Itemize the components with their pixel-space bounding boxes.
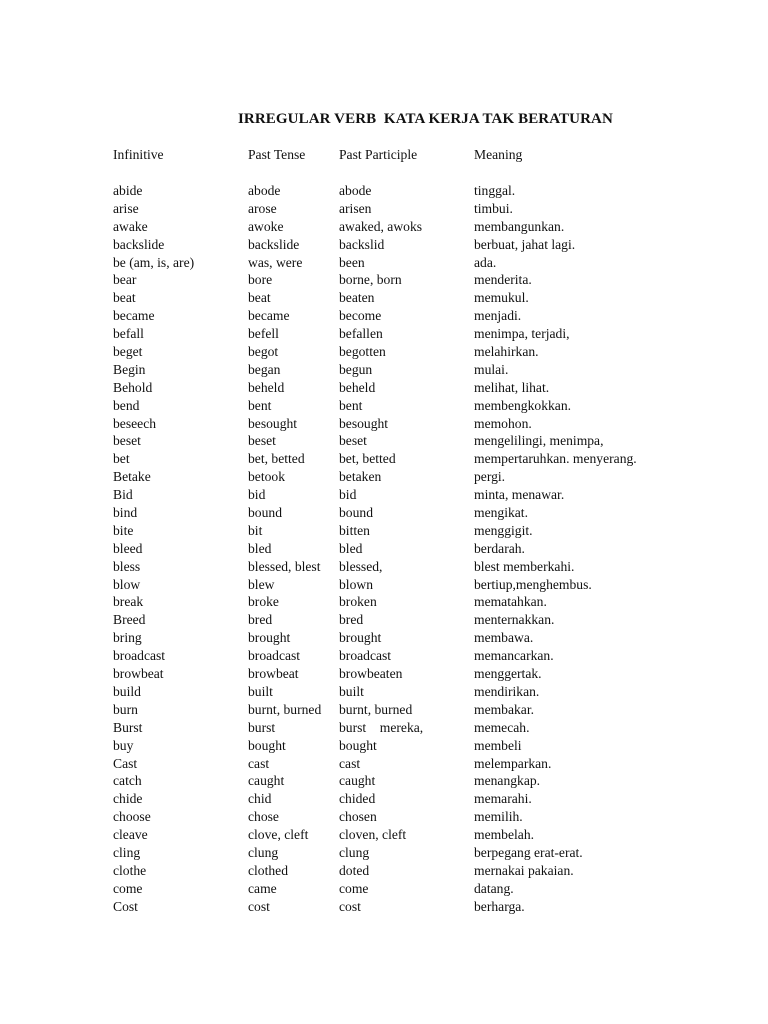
cell-past-participle: bet, betted bbox=[339, 451, 396, 467]
cell-meaning: berharga. bbox=[474, 898, 525, 914]
table-row bbox=[113, 593, 713, 611]
header-past-tense: Past Tense bbox=[248, 147, 306, 162]
cell-past-participle: doted bbox=[339, 862, 370, 878]
table-row bbox=[113, 379, 713, 397]
cell-past-tense: beheld bbox=[248, 379, 285, 395]
cell-past-participle: chosen bbox=[339, 809, 377, 825]
cell-past-tense: bound bbox=[248, 505, 282, 521]
table-row bbox=[113, 844, 713, 862]
cell-infinitive: beseech bbox=[113, 415, 157, 431]
table-row bbox=[113, 468, 713, 486]
cell-past-tense: burst bbox=[248, 719, 276, 735]
cell-infinitive: bless bbox=[113, 558, 141, 574]
cell-infinitive: bleed bbox=[113, 540, 143, 556]
cell-infinitive: break bbox=[113, 594, 144, 610]
cell-infinitive: burn bbox=[113, 701, 138, 717]
cell-past-tense: cost bbox=[248, 898, 270, 914]
cell-meaning: mematahkan. bbox=[474, 594, 547, 610]
cell-infinitive: choose bbox=[113, 809, 151, 825]
cell-past-participle: blown bbox=[339, 576, 373, 592]
cell-past-tense: backslide bbox=[248, 236, 300, 252]
cell-past-participle: chided bbox=[339, 791, 376, 807]
cell-past-participle: bred bbox=[339, 612, 364, 628]
cell-infinitive: beset bbox=[113, 433, 141, 449]
cell-past-tense: bit bbox=[248, 522, 263, 538]
cell-past-tense: befell bbox=[248, 326, 279, 342]
cell-meaning: menderita. bbox=[474, 272, 532, 288]
cell-past-participle: cost bbox=[339, 898, 361, 914]
cell-past-tense: bred bbox=[248, 612, 273, 628]
cell-infinitive: bring bbox=[113, 630, 142, 646]
cell-past-tense: arose bbox=[248, 200, 277, 216]
table-row bbox=[113, 522, 713, 540]
cell-past-participle: blessed, bbox=[339, 558, 383, 574]
cell-infinitive: come bbox=[113, 880, 143, 896]
cell-meaning: melihat, lihat. bbox=[474, 379, 550, 395]
cell-infinitive: be (am, is, are) bbox=[113, 254, 195, 270]
cell-past-tense: built bbox=[248, 683, 273, 699]
cell-meaning: menggertak. bbox=[474, 666, 542, 682]
cell-past-tense: chid bbox=[248, 791, 272, 807]
cell-past-tense: broke bbox=[248, 594, 279, 610]
cell-past-participle: bought bbox=[339, 737, 377, 753]
cell-infinitive: broadcast bbox=[113, 648, 166, 664]
cell-infinitive: cling bbox=[113, 844, 141, 860]
table-row bbox=[113, 397, 713, 415]
cell-meaning: membawa. bbox=[474, 630, 534, 646]
cell-past-tense: was, were bbox=[248, 254, 303, 270]
table-row bbox=[113, 254, 713, 272]
cell-infinitive: befall bbox=[113, 326, 144, 342]
cell-meaning: melemparkan. bbox=[474, 755, 552, 771]
cell-past-participle: begotten bbox=[339, 344, 386, 360]
cell-past-tense: beset bbox=[248, 433, 276, 449]
table-row bbox=[113, 182, 713, 200]
table-row bbox=[113, 415, 713, 433]
cell-meaning: berpegang erat-erat. bbox=[474, 844, 583, 860]
cell-infinitive: bet bbox=[113, 451, 130, 467]
table-row bbox=[113, 289, 713, 307]
cell-past-tense: bid bbox=[248, 487, 266, 503]
table-row bbox=[113, 486, 713, 504]
cell-infinitive: Bid bbox=[113, 487, 133, 503]
cell-meaning: minta, menawar. bbox=[474, 487, 565, 503]
cell-infinitive: Betake bbox=[113, 469, 151, 485]
cell-meaning: menternakkan. bbox=[474, 612, 555, 628]
table-row bbox=[113, 271, 713, 289]
table-row bbox=[113, 665, 713, 683]
cell-past-tense: burnt, burned bbox=[248, 701, 322, 717]
cell-meaning: blest memberkahi. bbox=[474, 558, 575, 574]
cell-past-tense: began bbox=[248, 361, 281, 377]
cell-past-tense: clung bbox=[248, 844, 279, 860]
cell-meaning: membelah. bbox=[474, 827, 535, 843]
cell-past-participle: bound bbox=[339, 505, 373, 521]
table-header bbox=[113, 146, 713, 164]
cell-past-participle: bid bbox=[339, 487, 357, 503]
cell-infinitive: beget bbox=[113, 344, 143, 360]
table-row bbox=[113, 862, 713, 880]
table-row bbox=[113, 540, 713, 558]
cell-past-participle: clung bbox=[339, 844, 370, 860]
table-row bbox=[113, 629, 713, 647]
cell-meaning: membeli bbox=[474, 737, 522, 753]
cell-past-participle: cast bbox=[339, 755, 361, 771]
cell-infinitive: bite bbox=[113, 522, 134, 538]
cell-past-participle: arisen bbox=[339, 200, 372, 216]
cell-meaning: mengelilingi, menimpa, bbox=[474, 433, 604, 449]
cell-infinitive: catch bbox=[113, 773, 142, 789]
cell-past-participle: broken bbox=[339, 594, 377, 610]
cell-meaning: memecah. bbox=[474, 719, 530, 735]
cell-meaning: mengikat. bbox=[474, 505, 528, 521]
cell-past-tense: came bbox=[248, 880, 277, 896]
cell-past-participle: begun bbox=[339, 361, 373, 377]
cell-meaning: melahirkan. bbox=[474, 344, 539, 360]
cell-infinitive: Begin bbox=[113, 361, 146, 377]
cell-meaning: timbui. bbox=[474, 200, 513, 216]
cell-meaning: memarahi. bbox=[474, 791, 532, 807]
header-past-participle: Past Participle bbox=[339, 147, 418, 162]
cell-past-tense: bought bbox=[248, 737, 286, 753]
header-infinitive: Infinitive bbox=[113, 147, 164, 162]
cell-past-participle: come bbox=[339, 880, 369, 896]
cell-infinitive: bend bbox=[113, 397, 140, 413]
cell-infinitive: browbeat bbox=[113, 666, 164, 682]
table-row bbox=[113, 218, 713, 236]
cell-past-participle: beset bbox=[339, 433, 367, 449]
table-row bbox=[113, 343, 713, 361]
header-meaning: Meaning bbox=[474, 147, 523, 162]
verb-table bbox=[113, 146, 713, 916]
cell-past-tense: besought bbox=[248, 415, 298, 431]
cell-infinitive: blow bbox=[113, 576, 141, 592]
table-row bbox=[113, 808, 713, 826]
table-row bbox=[113, 898, 713, 916]
cell-past-tense: awoke bbox=[248, 218, 284, 234]
table-row bbox=[113, 450, 713, 468]
cell-past-participle: betaken bbox=[339, 469, 382, 485]
table-row bbox=[113, 558, 713, 576]
cell-meaning: memohon. bbox=[474, 415, 532, 431]
cell-infinitive: awake bbox=[113, 218, 148, 234]
cell-infinitive: build bbox=[113, 683, 141, 699]
cell-meaning: datang. bbox=[474, 880, 514, 896]
cell-meaning: memancarkan. bbox=[474, 648, 554, 664]
cell-past-tense: chose bbox=[248, 809, 279, 825]
cell-past-tense: bent bbox=[248, 397, 272, 413]
cell-past-tense: brought bbox=[248, 630, 291, 646]
table-row bbox=[113, 611, 713, 629]
cell-past-participle: bitten bbox=[339, 522, 370, 538]
cell-infinitive: beat bbox=[113, 290, 136, 306]
cell-infinitive: arise bbox=[113, 200, 139, 216]
table-row bbox=[113, 307, 713, 325]
cell-past-tense: abode bbox=[248, 183, 281, 198]
cell-meaning: mulai. bbox=[474, 361, 509, 377]
cell-meaning: memilih. bbox=[474, 809, 523, 825]
cell-past-participle: befallen bbox=[339, 326, 383, 342]
cell-past-tense: became bbox=[248, 308, 290, 324]
cell-past-participle: burnt, burned bbox=[339, 701, 413, 717]
cell-past-participle: backslid bbox=[339, 236, 385, 252]
cell-infinitive: Burst bbox=[113, 719, 143, 735]
table-row bbox=[113, 504, 713, 522]
cell-past-participle: beaten bbox=[339, 290, 375, 306]
cell-infinitive: abide bbox=[113, 183, 143, 198]
table-row bbox=[113, 200, 713, 218]
table-row bbox=[113, 719, 713, 737]
cell-past-participle: borne, born bbox=[339, 272, 402, 288]
cell-past-participle: been bbox=[339, 254, 365, 270]
cell-past-tense: blessed, blest bbox=[248, 558, 321, 574]
cell-past-participle: burst mereka, bbox=[339, 719, 424, 735]
cell-meaning: membakar. bbox=[474, 701, 535, 717]
table-row bbox=[113, 790, 713, 808]
table-row bbox=[113, 755, 713, 773]
cell-infinitive: Cast bbox=[113, 755, 138, 771]
cell-past-tense: clothed bbox=[248, 862, 289, 878]
table-row bbox=[113, 880, 713, 898]
table-row bbox=[113, 361, 713, 379]
cell-past-participle: brought bbox=[339, 630, 382, 646]
cell-past-tense: betook bbox=[248, 469, 285, 485]
cell-past-tense: cast bbox=[248, 755, 270, 771]
cell-infinitive: clothe bbox=[113, 862, 147, 878]
cell-infinitive: Behold bbox=[113, 379, 153, 395]
cell-infinitive: became bbox=[113, 308, 155, 324]
cell-past-participle: abode bbox=[339, 183, 372, 198]
cell-past-participle: bled bbox=[339, 540, 363, 556]
cell-meaning: bertiup,menghembus. bbox=[474, 576, 592, 592]
cell-infinitive: Breed bbox=[113, 612, 146, 628]
cell-past-participle: broadcast bbox=[339, 648, 392, 664]
cell-past-participle: caught bbox=[339, 773, 376, 789]
cell-infinitive: bind bbox=[113, 505, 138, 521]
cell-past-participle: beheld bbox=[339, 379, 376, 395]
cell-past-participle: become bbox=[339, 308, 382, 324]
cell-meaning: mendirikan. bbox=[474, 683, 540, 699]
cell-meaning: membangunkan. bbox=[474, 218, 565, 234]
cell-meaning: ada. bbox=[474, 254, 497, 270]
cell-past-tense: blew bbox=[248, 576, 275, 592]
cell-past-tense: begot bbox=[248, 344, 279, 360]
cell-meaning: berbuat, jahat lagi. bbox=[474, 236, 576, 252]
cell-infinitive: bear bbox=[113, 272, 137, 288]
table-row bbox=[113, 683, 713, 701]
cell-past-tense: broadcast bbox=[248, 648, 301, 664]
cell-past-tense: bet, betted bbox=[248, 451, 305, 467]
cell-meaning: membengkokkan. bbox=[474, 397, 572, 413]
cell-past-participle: browbeaten bbox=[339, 666, 403, 682]
table-row bbox=[113, 701, 713, 719]
cell-infinitive: chide bbox=[113, 791, 143, 807]
cell-past-participle: bent bbox=[339, 397, 363, 413]
cell-past-tense: caught bbox=[248, 773, 285, 789]
table-row bbox=[113, 325, 713, 343]
cell-past-participle: awaked, awoks bbox=[339, 218, 423, 234]
cell-infinitive: backslide bbox=[113, 236, 165, 252]
cell-past-tense: bore bbox=[248, 272, 273, 288]
cell-past-participle: besought bbox=[339, 415, 389, 431]
cell-meaning: menangkap. bbox=[474, 773, 541, 789]
cell-past-participle: built bbox=[339, 683, 364, 699]
cell-meaning: menggigit. bbox=[474, 522, 533, 538]
cell-past-tense: bled bbox=[248, 540, 272, 556]
cell-meaning: mernakai pakaian. bbox=[474, 862, 574, 878]
cell-meaning: berdarah. bbox=[474, 540, 525, 556]
cell-infinitive: buy bbox=[113, 737, 134, 753]
cell-past-tense: browbeat bbox=[248, 666, 299, 682]
cell-past-tense: beat bbox=[248, 290, 271, 306]
cell-past-participle: cloven, cleft bbox=[339, 827, 407, 843]
cell-meaning: pergi. bbox=[474, 469, 506, 485]
cell-meaning: menimpa, terjadi, bbox=[474, 326, 570, 342]
table-row bbox=[113, 236, 713, 254]
cell-meaning: memukul. bbox=[474, 290, 529, 306]
table-row bbox=[113, 772, 713, 790]
table-row bbox=[113, 432, 713, 450]
document-title: IRREGULAR VERB KATA KERJA TAK BERATURAN bbox=[238, 111, 613, 127]
cell-infinitive: cleave bbox=[113, 827, 148, 843]
table-body bbox=[113, 182, 713, 916]
cell-meaning: menjadi. bbox=[474, 308, 522, 324]
cell-infinitive: Cost bbox=[113, 898, 138, 914]
table-row bbox=[113, 737, 713, 755]
table-row bbox=[113, 576, 713, 594]
cell-meaning: mempertaruhkan. menyerang. bbox=[474, 451, 637, 467]
cell-meaning: tinggal. bbox=[474, 183, 516, 198]
cell-past-tense: clove, cleft bbox=[248, 827, 309, 843]
table-row bbox=[113, 647, 713, 665]
table-row bbox=[113, 826, 713, 844]
